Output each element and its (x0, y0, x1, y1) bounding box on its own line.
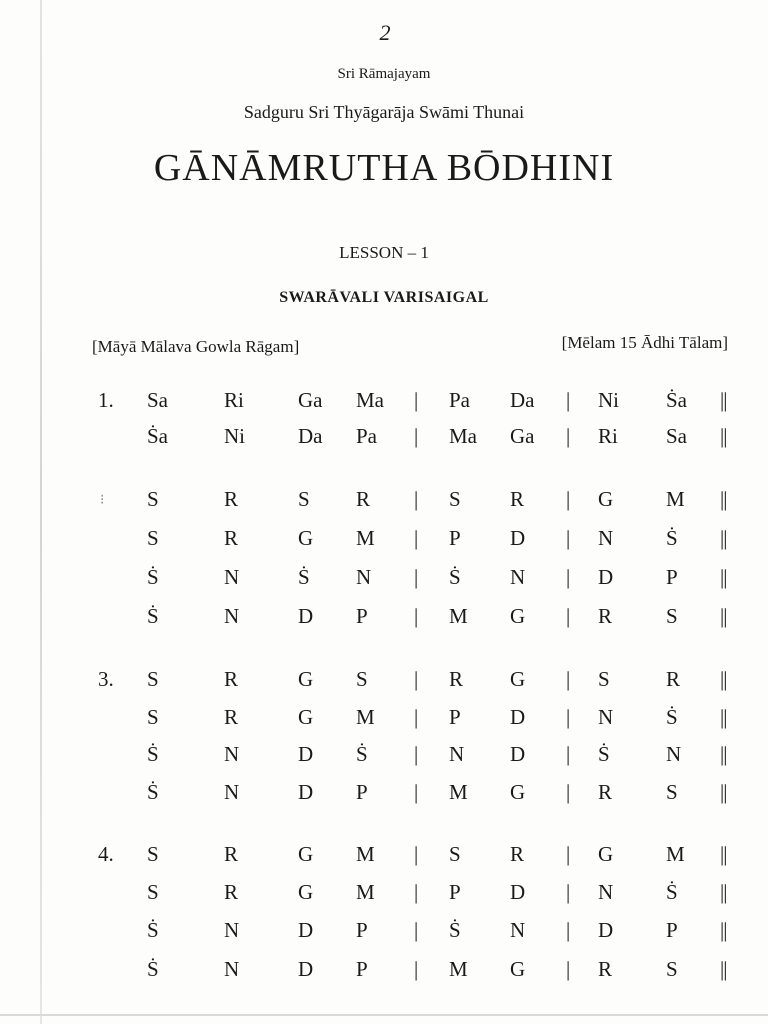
swara-note: S (666, 604, 678, 628)
swara-note: G (598, 842, 614, 866)
swara-note: R (510, 842, 525, 866)
bar-line: | (414, 526, 419, 550)
swara-note: Ṡa (666, 388, 687, 412)
swara-note: S (449, 842, 461, 866)
swara-note: S (147, 842, 159, 866)
swara-note: Ga (298, 388, 323, 412)
bar-line: | (566, 880, 571, 904)
bar-line: || (720, 424, 727, 448)
swara-note: M (356, 880, 375, 904)
swara-note: S (147, 487, 159, 511)
swara-note: Pa (449, 388, 470, 412)
swara-note: R (356, 487, 371, 511)
bar-line: | (414, 742, 419, 766)
swara-note: G (298, 705, 314, 729)
exercise-number: 1. (98, 388, 114, 412)
bar-line: | (566, 742, 571, 766)
exercise-number: 4. (98, 842, 114, 866)
swara-note: Ṡ (147, 957, 159, 981)
bar-line: | (566, 487, 571, 511)
swara-note: R (224, 667, 239, 691)
swara-note: Ri (224, 388, 244, 412)
bar-line: || (720, 918, 727, 942)
bar-line: || (720, 880, 727, 904)
bar-line: | (414, 667, 419, 691)
bar-line: | (414, 705, 419, 729)
bar-line: | (566, 565, 571, 589)
swara-note: N (449, 742, 465, 766)
swara-note: G (298, 880, 314, 904)
swara-note: Ṡ (298, 565, 310, 589)
swara-note: S (147, 526, 159, 550)
swara-note: Ṡ (147, 604, 159, 628)
swara-note: P (356, 780, 368, 804)
bar-line: | (414, 424, 419, 448)
swara-note: S (666, 780, 678, 804)
swara-note: Ṡ (666, 526, 678, 550)
exercise-row (0, 705, 768, 735)
exercise-row (0, 565, 768, 595)
bar-line: | (566, 918, 571, 942)
swara-note: Da (510, 388, 535, 412)
swara-note: Pa (356, 424, 377, 448)
tala-label: [Mēlam 15 Ādhi Tālam] (561, 333, 728, 352)
swara-note: G (510, 667, 526, 691)
swara-note: D (598, 565, 614, 589)
swara-note: G (598, 487, 614, 511)
raga-label: [Māyā Mālava Gowla Rāgam] (92, 337, 300, 356)
exercise-row (0, 918, 768, 948)
swara-note: D (298, 604, 314, 628)
bar-line: | (414, 565, 419, 589)
exercise-row (0, 780, 768, 810)
lesson-label: LESSON – 1 (339, 243, 429, 262)
swara-note: M (449, 780, 468, 804)
invocation: Sri Rāmajayam (337, 66, 431, 82)
bar-line: | (414, 780, 419, 804)
swara-note: R (598, 604, 613, 628)
swara-note: N (224, 604, 240, 628)
swara-note: M (356, 842, 375, 866)
swara-note: Ma (356, 388, 384, 412)
book-title: GĀNĀMRUTHA BŌDHINI (153, 147, 615, 189)
swara-note: P (449, 526, 461, 550)
swara-note: D (298, 918, 314, 942)
swara-note: S (449, 487, 461, 511)
bar-line: | (566, 667, 571, 691)
swara-note: R (224, 842, 239, 866)
swara-note: N (666, 742, 682, 766)
swara-note: Ma (449, 424, 477, 448)
swara-note: Ṡ (449, 565, 461, 589)
swara-note: S (298, 487, 310, 511)
bar-line: || (720, 780, 727, 804)
swara-note: M (449, 604, 468, 628)
swara-note: R (224, 880, 239, 904)
swara-note: R (449, 667, 464, 691)
swara-note: R (224, 526, 239, 550)
swara-note: M (356, 526, 375, 550)
swara-note: N (224, 565, 240, 589)
bar-line: | (566, 526, 571, 550)
swara-note: M (666, 487, 685, 511)
swara-note: P (356, 918, 368, 942)
swara-note: Ṡ (147, 742, 159, 766)
swara-note: D (298, 742, 314, 766)
swara-note: S (147, 667, 159, 691)
swara-note: Ri (598, 424, 618, 448)
bar-line: || (720, 705, 727, 729)
bar-line: | (566, 957, 571, 981)
swara-note: D (510, 526, 526, 550)
bar-line: | (566, 780, 571, 804)
page-number: 2 (379, 20, 389, 45)
swara-note: Ṡ (449, 918, 461, 942)
exercise-row (0, 388, 768, 418)
swara-note: Ṡ (147, 780, 159, 804)
scan-speck: ⁝ (100, 493, 105, 508)
swara-note: Sa (147, 388, 168, 412)
swara-note: D (510, 880, 526, 904)
swara-note: D (598, 918, 614, 942)
swara-note: Da (298, 424, 323, 448)
exercise-row (0, 604, 768, 634)
exercise-row (0, 880, 768, 910)
swara-note: D (510, 705, 526, 729)
exercise-row (0, 424, 768, 454)
bar-line: | (566, 842, 571, 866)
bar-line: || (720, 842, 727, 866)
bar-line: | (414, 918, 419, 942)
swara-note: G (298, 667, 314, 691)
swara-note: P (356, 957, 368, 981)
swara-note: G (298, 526, 314, 550)
bar-line: | (566, 388, 571, 412)
swara-note: N (510, 565, 526, 589)
swara-note: Ni (598, 388, 619, 412)
exercise-row (0, 957, 768, 987)
exercise-row (0, 667, 768, 697)
swara-note: Ṡ (147, 565, 159, 589)
swara-note: R (666, 667, 681, 691)
swara-note: N (598, 526, 614, 550)
swara-note: N (510, 918, 526, 942)
swara-note: S (147, 705, 159, 729)
swara-note: Ṡ (598, 742, 610, 766)
swara-note: N (356, 565, 372, 589)
swara-note: Ga (510, 424, 535, 448)
bar-line: | (414, 604, 419, 628)
swara-note: Ṡ (666, 705, 678, 729)
swara-note: R (510, 487, 525, 511)
swara-note: P (449, 705, 461, 729)
dedication: Sadguru Sri Thyāgarāja Swāmi Thunai (243, 102, 525, 122)
exercise-row (0, 487, 768, 517)
swara-note: N (224, 780, 240, 804)
swara-note: Ni (224, 424, 245, 448)
bar-line: || (720, 526, 727, 550)
exercise-row (0, 526, 768, 556)
bar-line: | (414, 388, 419, 412)
bar-line: | (566, 604, 571, 628)
swara-note: M (666, 842, 685, 866)
exercise-row (0, 842, 768, 872)
swara-note: N (224, 918, 240, 942)
bar-line: | (566, 705, 571, 729)
swara-note: P (449, 880, 461, 904)
swara-note: N (598, 705, 614, 729)
swara-note: G (298, 842, 314, 866)
swara-note: N (224, 957, 240, 981)
swara-note: G (510, 957, 526, 981)
swara-note: D (298, 780, 314, 804)
swara-note: M (449, 957, 468, 981)
swara-note: D (298, 957, 314, 981)
bar-line: | (414, 487, 419, 511)
swara-note: G (510, 780, 526, 804)
bar-line: || (720, 388, 727, 412)
exercise-number: 3. (98, 667, 114, 691)
swara-note: N (598, 880, 614, 904)
swara-note: Ṡ (147, 918, 159, 942)
swara-note: R (598, 780, 613, 804)
swara-note: D (510, 742, 526, 766)
swara-note: S (598, 667, 610, 691)
swara-note: G (510, 604, 526, 628)
swara-note: N (224, 742, 240, 766)
bar-line: || (720, 742, 727, 766)
swara-note: P (666, 565, 678, 589)
swara-note: P (356, 604, 368, 628)
bar-line: || (720, 957, 727, 981)
bar-line: | (414, 842, 419, 866)
swara-note: R (224, 487, 239, 511)
swara-note: S (666, 957, 678, 981)
bar-line: || (720, 565, 727, 589)
bar-line: || (720, 604, 727, 628)
bar-line: || (720, 487, 727, 511)
exercise-row (0, 742, 768, 772)
swara-note: S (356, 667, 368, 691)
bar-line: | (414, 957, 419, 981)
swara-note: R (598, 957, 613, 981)
bar-line: | (566, 424, 571, 448)
swara-note: Ṡ (666, 880, 678, 904)
section-title: SWARĀVALI VARISAIGAL (279, 289, 489, 306)
swara-note: M (356, 705, 375, 729)
swara-note: Ṡa (147, 424, 168, 448)
swara-note: S (147, 880, 159, 904)
swara-note: Ṡ (356, 742, 368, 766)
swara-note: R (224, 705, 239, 729)
bar-line: | (414, 880, 419, 904)
swara-note: P (666, 918, 678, 942)
bar-line: || (720, 667, 727, 691)
swara-note: Sa (666, 424, 687, 448)
